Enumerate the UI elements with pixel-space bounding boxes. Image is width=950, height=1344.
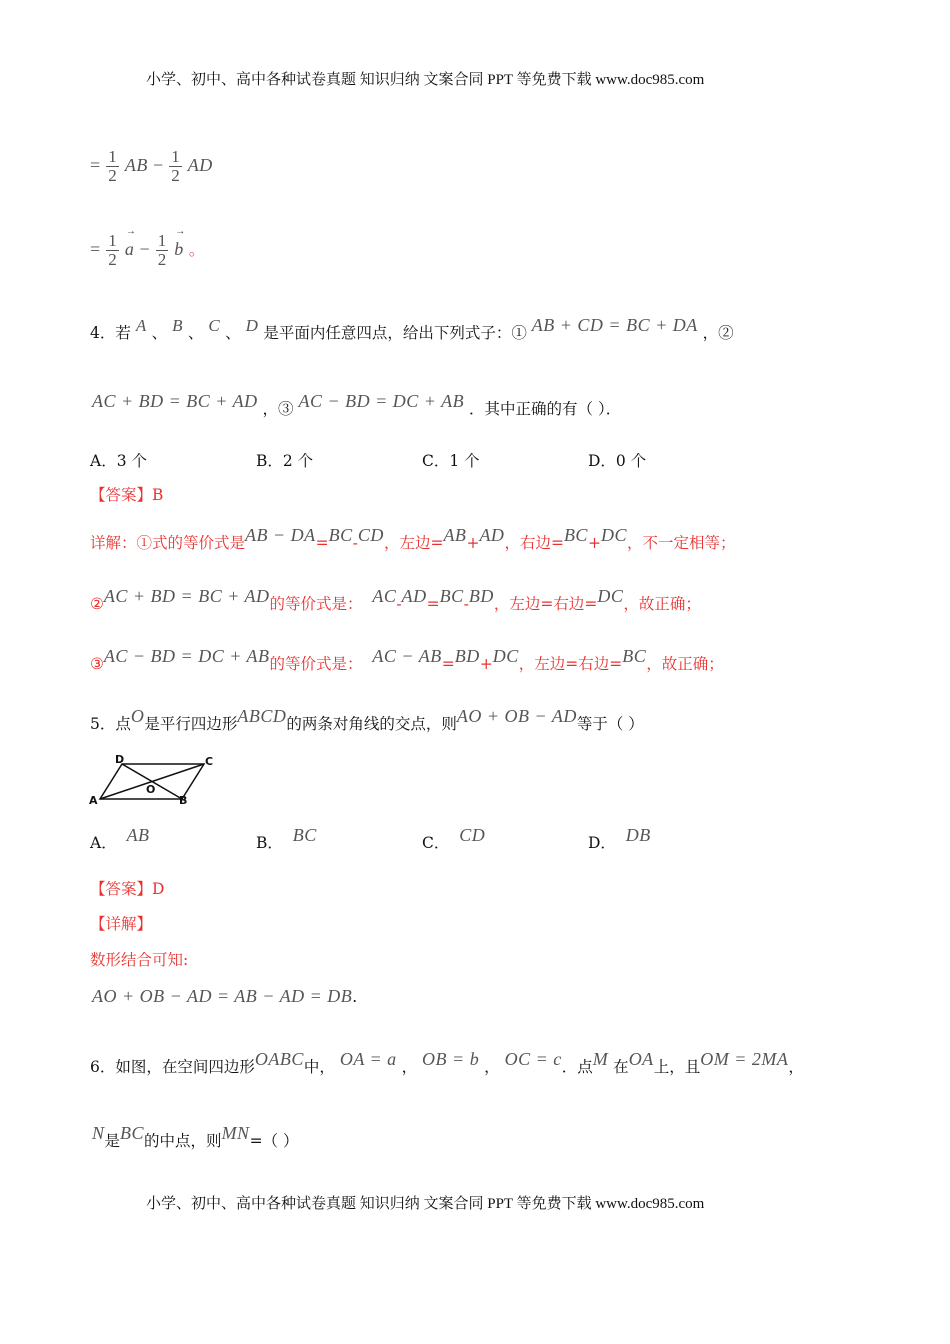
q5-option-a[interactable]: A． AB — [90, 825, 150, 852]
fraction-half: $\frac{1}{2}$ — [171, 147, 180, 185]
page-footer: 小学、初中、高中各种试卷真题 知识归纳 文案合同 PPT 等免费下载 www.doc985.com — [146, 1196, 705, 1212]
vertex-label-o: O — [146, 783, 156, 796]
q5-answer: 【答案】D — [90, 880, 165, 898]
q4-explain-2: ②AC + BD = BC + AD的等价式是： AC-AD=BC-BD，左边=右边=DC，故正确； — [90, 586, 701, 613]
vertex-label-d: D — [115, 753, 125, 766]
vertex-label-a: A — [89, 794, 98, 807]
q6-stem-line1: 6．如图，在空间四边形OABC中， OA = a ， OB = b ， OC = c．点M 在OA上，且OM = 2MA， — [90, 1049, 804, 1076]
q6-stem-line2: N是BC的中点，则MN=（ ） — [92, 1123, 299, 1150]
q5-result-equation: AO + OB − AD = AB − AD = DB. — [92, 986, 358, 1006]
q4-option-a[interactable]: A．3 个 — [90, 452, 147, 470]
vector-b: → b — [174, 239, 184, 260]
q4-explain-3: ③AC − BD = DC + AB的等价式是： AC − AB=BD+DC，左边=右边=BC，故正确； — [90, 646, 724, 673]
q4-option-b[interactable]: B．2 个 — [256, 452, 314, 470]
q4-explain-1: 详解：①式的等价式是AB − DA=BC-CD，左边=AB+AD，右边=BC+DC，不一定相等； — [90, 525, 736, 552]
q5-option-c[interactable]: C． CD — [422, 825, 486, 852]
q4-stem-line2: AC + BD = BC + AD ，③ AC − BD = DC + AB ．其中正确的有（ ）． — [92, 391, 622, 418]
q5-stem: 5．点O是平行四边形ABCD的两条对角线的交点，则AO + OB − AD等于（ ） — [90, 706, 644, 733]
fraction-half: $\frac{1}{2}$ — [108, 147, 117, 185]
vertex-label-c: C — [205, 755, 214, 768]
q4-option-c[interactable]: C．1 个 — [422, 452, 480, 470]
q4-option-d[interactable]: D．0 个 — [588, 452, 647, 470]
page-header: 小学、初中、高中各种试卷真题 知识归纳 文案合同 PPT 等免费下载 www.doc985.com — [146, 72, 705, 88]
q5-detail-heading: 【详解】 — [90, 915, 153, 933]
q4-answer: 【答案】B — [90, 486, 164, 504]
q5-option-d[interactable]: D． DB — [588, 825, 651, 852]
fraction-half: $\frac{1}{2}$ — [108, 231, 117, 269]
q4-stem-line1: 4．若 A 、 B 、 C 、 D 是平面内任意四点，给出下列式子：① AB + CD = BC + DA ，② — [90, 315, 734, 342]
parallelogram-figure — [88, 752, 218, 810]
fraction-half: $\frac{1}{2}$ — [157, 231, 167, 269]
q5-option-b[interactable]: B． BC — [256, 825, 317, 852]
vertex-label-b: B — [179, 794, 188, 807]
q5-combine-text: 数形结合可知: — [90, 951, 189, 969]
equation-line-1: = $\frac{1}{2}$ AB − $\frac{1}{2}$ AD — [90, 147, 213, 185]
equation-line-2: = $\frac{1}{2}$ → a − $\frac{1}{2}$ → b 。 — [90, 232, 204, 269]
vector-a: → a — [125, 239, 135, 260]
